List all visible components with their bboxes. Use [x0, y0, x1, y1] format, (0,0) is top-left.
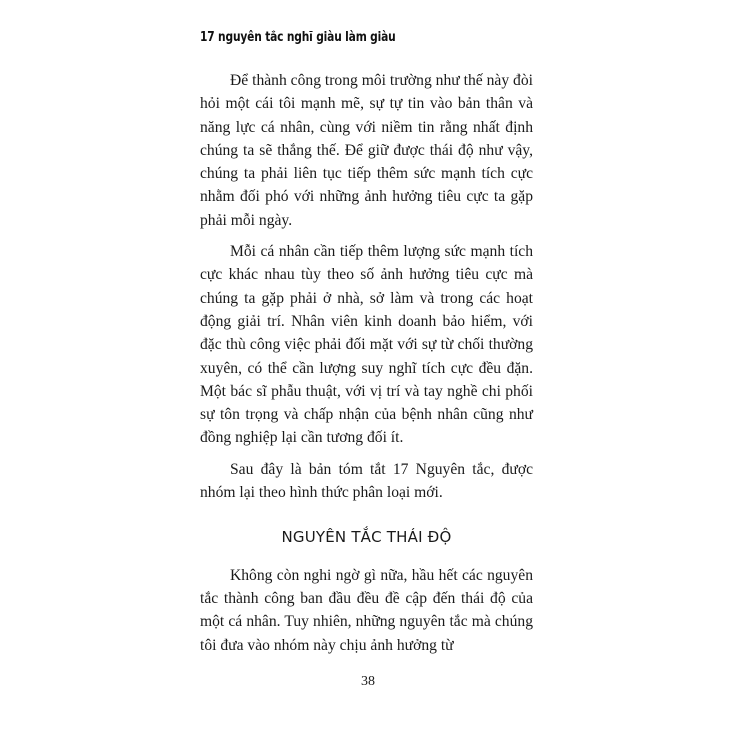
page-number: 38 — [361, 674, 375, 689]
paragraph-2: Mỗi cá nhân cần tiếp thêm lượng sức mạnh tích cực khác nhau tùy theo số ảnh hưởng tiêu cực mà chúng ta gặp phải ở nhà, sở làm và trong các hoạt động giải trí. Nhân viên kinh doanh bảo hiểm, với đặc thù công việc phải đối mặt với sự từ chối thường xuyên, có thể cần lượng suy nghĩ tích cực đều đặn. Một bác sĩ phẫu thuật, với vị trí và tay nghề chi phối sự tôn trọng và chấp nhận của bệnh nhân cũng như đồng nghiệp lại cần tương đối ít. — [200, 243, 533, 447]
section-heading: NGUYÊN TẮC THÁI ĐỘ — [281, 528, 452, 547]
section-paragraph: Không còn nghi ngờ gì nữa, hầu hết các nguyên tắc thành công ban đầu đều đề cập đến thái độ của một cá nhân. Tuy nhiên, những nguyên tắc mà chúng tôi đưa vào nhóm này chịu ảnh hưởng từ — [200, 566, 533, 654]
paragraph-3: Sau đây là bản tóm tắt 17 Nguyên tắc, được nhóm lại theo hình thức phân loại mới. — [200, 460, 533, 502]
running-header-title: 17 nguyên tắc nghĩ giàu làm giàu — [200, 30, 396, 45]
body-text — [200, 69, 533, 665]
paragraph-1: Để thành công trong môi trường như thế này đòi hỏi một cái tôi mạnh mẽ, sự tự tin vào bản thân và năng lực cá nhân, cùng với niềm tin rằng nhất định chúng ta sẽ thắng thế. Để giữ được thái độ như vậy, chúng ta phải liên tục tiếp thêm sức mạnh tích cực nhằm đối phó với những ảnh hưởng tiêu cực ta gặp phải mỗi ngày. — [200, 72, 533, 229]
